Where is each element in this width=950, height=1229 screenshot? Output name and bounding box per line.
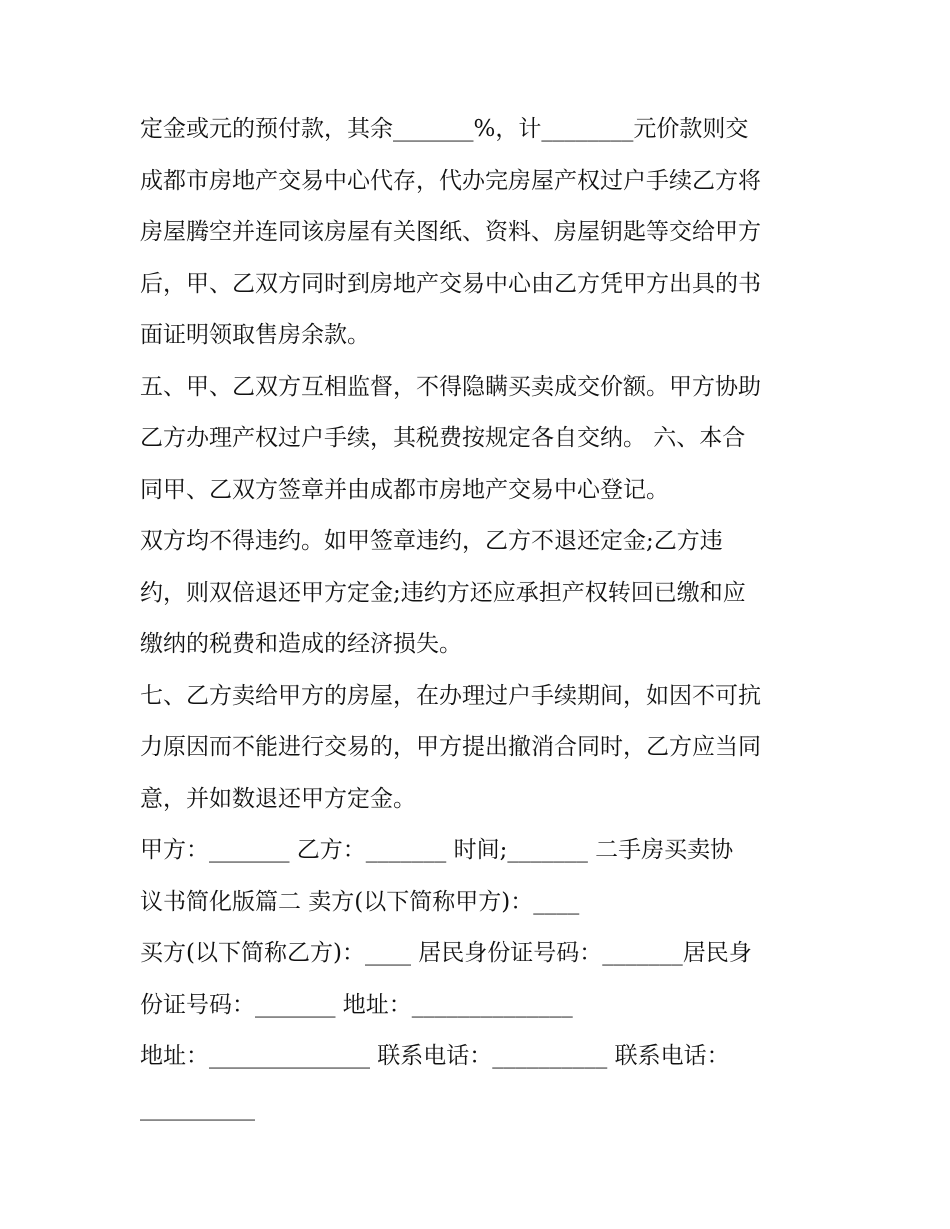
text-line: 乙方办理产权过户手续，其税费按规定各自交纳。 六、本合 — [140, 425, 746, 451]
text-line: 五、甲、乙双方互相监督，不得隐瞒买卖成交价额。甲方协助 — [140, 373, 761, 400]
text-line: 成都市房地产交易中心代存，代办完房屋产权过户手续乙方将 — [140, 167, 761, 194]
text-line: 双方均不得违约。如甲签章违约，乙方不退还定金;乙方违 — [140, 528, 723, 554]
text-line: 力原因而不能进行交易的，甲方提出撤消合同时，乙方应当同 — [140, 734, 761, 760]
text-line: 面证明领取售房余款。 — [140, 322, 370, 348]
text-line: 后，甲、乙双方同时到房地产交易中心由乙方凭甲方出具的书 — [140, 270, 761, 297]
text-line: 缴纳的税费和造成的经济损失。 — [140, 631, 462, 657]
text-line: 定金或元的预付款，其余_______%，计________元价款则交 — [140, 116, 749, 142]
document-body — [140, 104, 830, 1134]
text-line: 房屋腾空并连同该房屋有关图纸、资料、房屋钥匙等交给甲方 — [140, 219, 761, 245]
text-line: 同甲、乙双方签章并由成都市房地产交易中心登记。 — [140, 476, 669, 503]
text-line: 七、乙方卖给甲方的房屋，在办理过户手续期间，如因不可抗 — [140, 682, 761, 709]
text-line: 甲方：_______ 乙方：_______ 时间;_______ 二手房买卖协 — [140, 837, 734, 863]
text-line: 意，并如数退还甲方定金。 — [140, 785, 416, 812]
text-line: 买方(以下简称乙方)：____ 居民身份证号码：_______居民身 — [140, 940, 752, 966]
text-line: 地址：______________ 联系电话：__________ 联系电话： — [140, 1043, 730, 1069]
text-line: 份证号码：_______ 地址：______________ — [140, 991, 573, 1018]
text-line: 约，则双倍退还甲方定金;违约方还应承担产权转回已缴和应 — [140, 579, 746, 606]
text-line: 议书简化版篇二 卖方(以下简称甲方)：____ — [140, 888, 580, 915]
text-line: __________ — [140, 1094, 255, 1121]
